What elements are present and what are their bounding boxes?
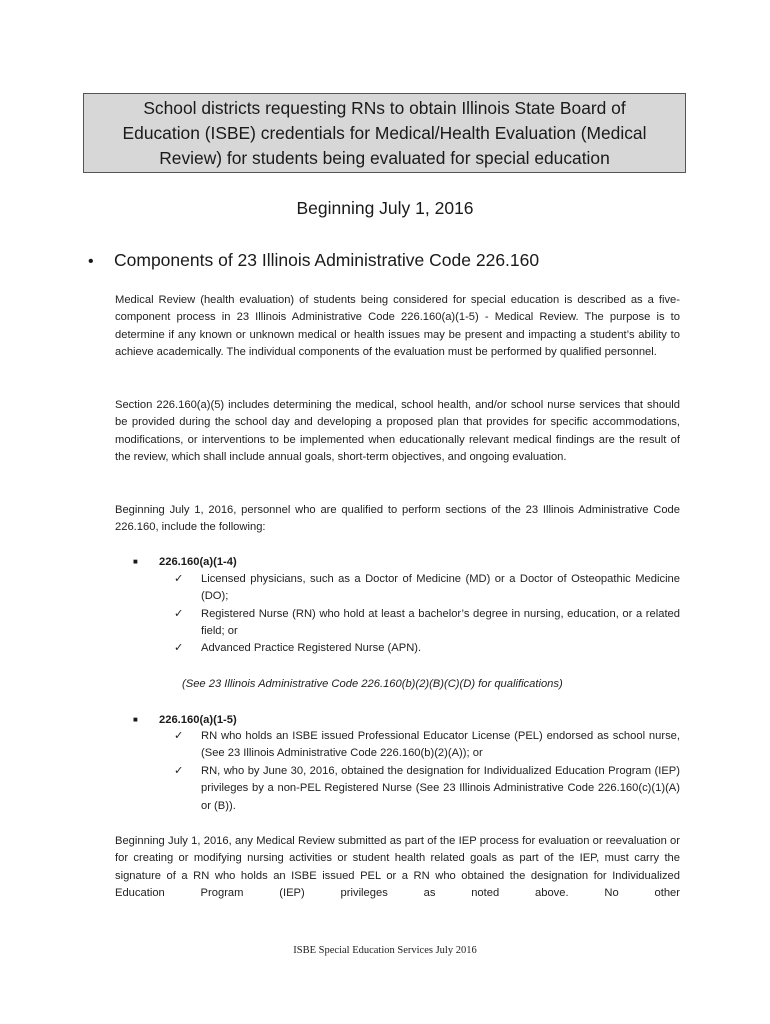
page-footer: ISBE Special Education Services July 2016 — [293, 945, 477, 956]
title-line-3: Review) for students being evaluated for special education — [159, 147, 610, 168]
paragraph-qualified-personnel: Beginning July 1, 2016, personnel who are qualified to perform sections of the 23 Illinois Administrative Code 226.160, include the following: — [115, 504, 680, 534]
page-subtitle: Beginning July 1, 2016 — [296, 198, 474, 218]
check-icon: ✓ — [174, 608, 184, 620]
title-line-1: School districts requesting RNs to obtain Illinois State Board of — [143, 97, 626, 118]
square-bullet-icon: ■ — [133, 715, 138, 724]
list-item-text: Registered Nurse (RN) who hold at least a bachelor’s degree in nursing, education, or a related field; or — [201, 608, 680, 638]
square-bullet-icon: ■ — [133, 557, 138, 566]
qualifications-note: (See 23 Illinois Administrative Code 226.160(b)(2)(B)(C)(D) for qualifications) — [182, 678, 563, 690]
check-icon: ✓ — [174, 642, 184, 654]
paragraph-medical-review: Medical Review (health evaluation) of students being considered for special education is described as a five-component process in 23 Illinois Administrative Code 226.160(a)(1-5) - Medical Review. The purpose is to determine if any known or unknown medical or health issues may be present and impacting a student’s ability to achieve academically. The individual components of the evaluation must be performed by qualified personnel. — [115, 294, 680, 359]
section-heading-text: Components of 23 Illinois Administrative Code 226.160 — [114, 250, 540, 270]
list-group-226-160-a-1-4 — [133, 553, 237, 571]
list-item-text: RN who holds an ISBE issued Professional Educator License (PEL) endorsed as school nurse, (See 23 Illinois Administrative Code 226.160(b)(2)(A)); or — [201, 730, 680, 760]
list-item-text: Licensed physicians, such as a Doctor of Medicine (MD) or a Doctor of Osteopathic Medicine (DO); — [201, 573, 680, 603]
bullet-icon: • — [88, 253, 94, 270]
section-heading — [88, 250, 539, 271]
list-item-text: RN, who by June 30, 2016, obtained the designation for Individualized Education Program (IEP) privileges by a non-PEL Registered Nurse (See 23 Illinois Administrative Code 226.160(c)(1)(A) or (B)). — [201, 765, 680, 812]
title-box — [83, 93, 686, 173]
list-group-226-160-a-1-5 — [133, 711, 237, 729]
list-item — [174, 640, 680, 657]
paragraph-closing: Beginning July 1, 2016, any Medical Review submitted as part of the IEP process for evaluation or reevaluation or for creating or modifying nursing activities or student health related goals as part of the IEP, must carry the signature of a RN who holds an ISBE issued PEL or a RN who obtained the designation for Individualized Education Program (IEP) privileges as noted above. No other — [115, 835, 680, 900]
list-item — [174, 728, 680, 763]
paragraph-section-226-160-a-5: Section 226.160(a)(5) includes determining the medical, school health, and/or school nurse services that should be provided during the school day and developing a proposed plan that provides for specific accommodations, modifications, or interventions to be implemented when educationally relevant medical findings are the result of the review, which shall include annual goals, short-term objectives, and ongoing evaluation. — [115, 399, 680, 464]
list-group-label: 226.160(a)(1-4) — [159, 556, 237, 568]
list-group-label: 226.160(a)(1-5) — [159, 714, 237, 726]
check-icon: ✓ — [174, 730, 184, 742]
check-icon: ✓ — [174, 765, 184, 777]
title-line-2: Education (ISBE) credentials for Medical/Health Evaluation (Medical — [122, 122, 647, 143]
list-item-text: Advanced Practice Registered Nurse (APN). — [201, 642, 422, 654]
list-item — [174, 763, 680, 815]
list-item — [174, 606, 680, 641]
check-icon: ✓ — [174, 573, 184, 585]
list-item — [174, 571, 680, 606]
